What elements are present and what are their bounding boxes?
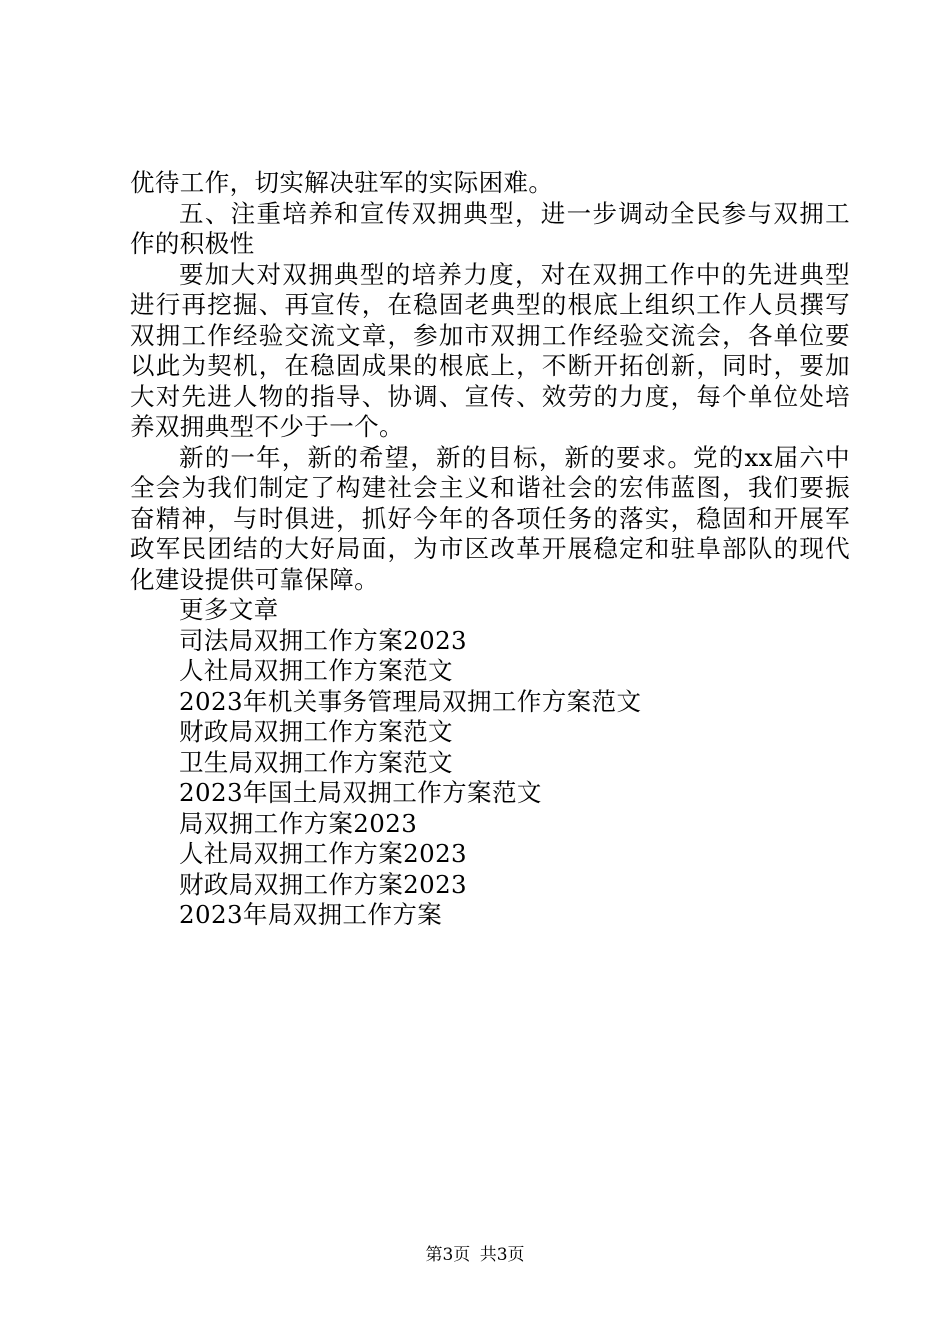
paragraph: 优待工作，切实解决驻军的实际困难。 xyxy=(130,168,554,197)
page-number: 第3页 xyxy=(425,1245,471,1265)
article-link[interactable]: 司法局双拥工作方案2023 xyxy=(179,625,468,655)
article-link[interactable]: 人社局双拥工作方案2023 xyxy=(179,839,468,868)
article-link[interactable]: 财政局双拥工作方案2023 xyxy=(179,869,468,899)
more-articles-heading: 更多文章 xyxy=(179,595,279,624)
article-link[interactable]: 2023年机关事务管理局双拥工作方案范文 xyxy=(179,686,642,716)
paragraph: 新的一年，新的希望，新的目标，新的要求。党的xx届六中全会为我们制定了构建社会主义和谐社会的宏伟蓝图，我们要振奋精神，与时俱进，抓好今年的各项任务的落实，稳固和开展军政军民团结的大好局面，为市区改革开展稳定和驻阜部队的现代化建设提供可靠保障。 xyxy=(130,442,850,594)
page-footer xyxy=(0,1245,950,1265)
paragraph: 要加大对双拥典型的培养力度，对在双拥工作中的先进典型进行再挖掘、再宣传，在稳固老典型的根底上组织工作人员撰写双拥工作经验交流文章，参加市双拥工作经验交流会，各单位要以此为契机，在稳固成果的根底上，不断开拓创新，同时，要加大对先进人物的指导、协调、宣传、效劳的力度，每个单位处培养双拥典型不少于一个。 xyxy=(130,259,850,441)
article-link[interactable]: 财政局双拥工作方案范文 xyxy=(179,717,453,746)
article-link[interactable]: 2023年局双拥工作方案 xyxy=(179,900,443,929)
page-total: 共3页 xyxy=(479,1245,525,1265)
section-heading: 五、注重培养和宣传双拥典型，进一步调动全民参与双拥工作的积极性 xyxy=(130,198,850,258)
article-link[interactable]: 卫生局双拥工作方案范文 xyxy=(179,747,453,777)
document-body xyxy=(130,168,850,931)
article-link[interactable]: 2023年国土局双拥工作方案范文 xyxy=(179,778,542,807)
article-link[interactable]: 人社局双拥工作方案范文 xyxy=(179,656,453,685)
more-articles-list xyxy=(130,595,850,931)
article-link[interactable]: 局双拥工作方案2023 xyxy=(179,808,418,838)
